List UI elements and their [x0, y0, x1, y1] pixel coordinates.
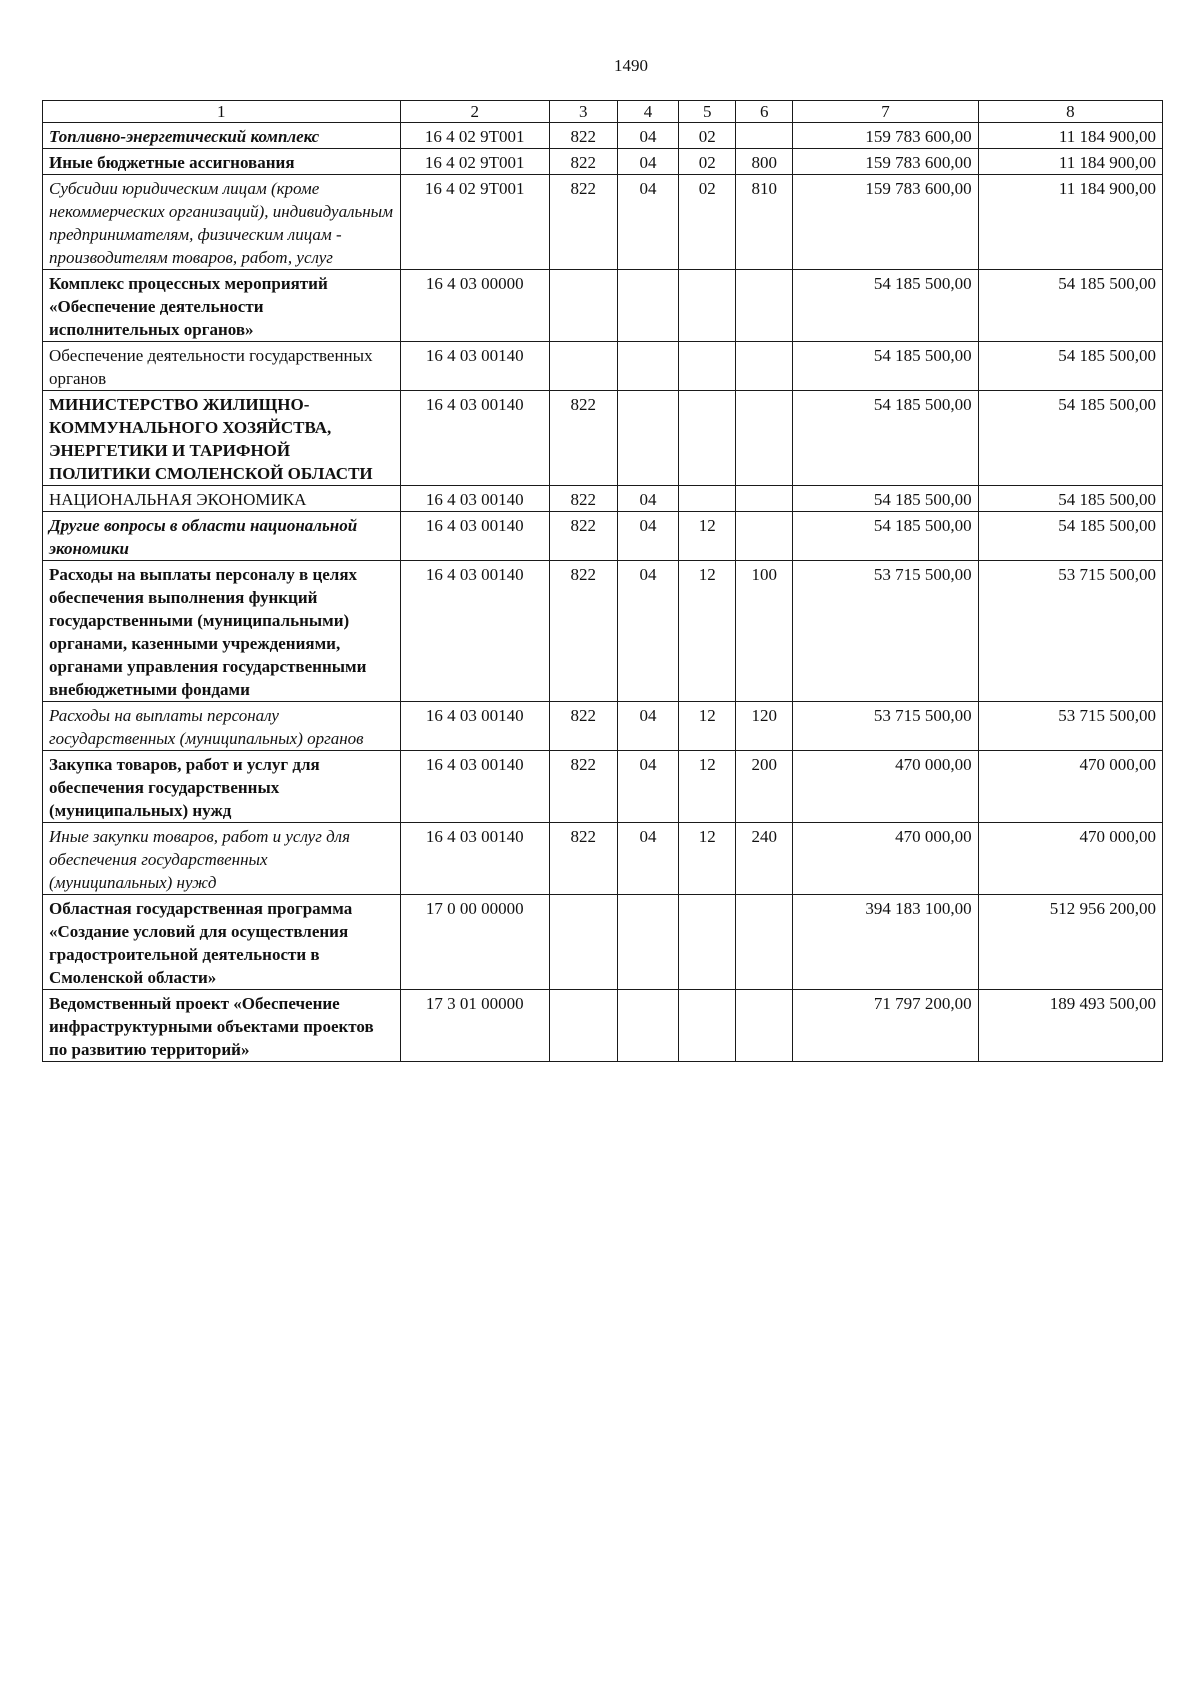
row-subsection — [679, 990, 736, 1062]
row-section: 04 — [617, 175, 678, 270]
row-amount-year-2: 470 000,00 — [978, 751, 1162, 823]
table-row — [43, 175, 1163, 270]
table-row — [43, 270, 1163, 342]
row-subsection — [679, 895, 736, 990]
row-amount-year-2: 470 000,00 — [978, 823, 1162, 895]
row-amount-year-1: 159 783 600,00 — [793, 149, 978, 175]
row-target-code: 16 4 03 00140 — [400, 702, 549, 751]
row-subsection — [679, 486, 736, 512]
row-name: Расходы на выплаты персоналу государственных (муниципальных) органов — [43, 702, 401, 751]
header-col-8: 8 — [978, 101, 1162, 123]
row-section — [617, 342, 678, 391]
row-name: Иные бюджетные ассигнования — [43, 149, 401, 175]
header-col-5: 5 — [679, 101, 736, 123]
row-ministry-code: 822 — [549, 823, 617, 895]
row-target-code: 16 4 03 00000 — [400, 270, 549, 342]
row-expense-type — [736, 391, 793, 486]
table-row — [43, 823, 1163, 895]
row-expense-type — [736, 123, 793, 149]
row-amount-year-1: 54 185 500,00 — [793, 270, 978, 342]
row-subsection: 12 — [679, 512, 736, 561]
row-target-code: 16 4 02 9Т001 — [400, 149, 549, 175]
table-row — [43, 895, 1163, 990]
row-section: 04 — [617, 751, 678, 823]
row-name: НАЦИОНАЛЬНАЯ ЭКОНОМИКА — [43, 486, 401, 512]
table-row — [43, 751, 1163, 823]
row-target-code: 17 3 01 00000 — [400, 990, 549, 1062]
page-number: 1490 — [614, 56, 648, 75]
header-row — [43, 101, 1163, 123]
row-name: Обеспечение деятельности государственных органов — [43, 342, 401, 391]
row-expense-type — [736, 270, 793, 342]
row-amount-year-1: 470 000,00 — [793, 823, 978, 895]
row-amount-year-1: 54 185 500,00 — [793, 342, 978, 391]
row-amount-year-2: 11 184 900,00 — [978, 175, 1162, 270]
row-expense-type: 120 — [736, 702, 793, 751]
table-row — [43, 342, 1163, 391]
table-row — [43, 702, 1163, 751]
table-row — [43, 123, 1163, 149]
row-expense-type — [736, 990, 793, 1062]
row-ministry-code — [549, 270, 617, 342]
row-expense-type: 810 — [736, 175, 793, 270]
row-ministry-code: 822 — [549, 751, 617, 823]
row-amount-year-2: 189 493 500,00 — [978, 990, 1162, 1062]
row-name: МИНИСТЕРСТВО ЖИЛИЩНО-КОММУНАЛЬНОГО ХОЗЯЙСТВА, ЭНЕРГЕТИКИ И ТАРИФНОЙ ПОЛИТИКИ СМОЛЕНСКОЙ ОБЛАСТИ — [43, 391, 401, 486]
row-expense-type — [736, 342, 793, 391]
row-ministry-code: 822 — [549, 175, 617, 270]
row-subsection: 12 — [679, 751, 736, 823]
row-name: Ведомственный проект «Обеспечение инфраструктурными объектами проектов по развитию территорий» — [43, 990, 401, 1062]
row-section — [617, 895, 678, 990]
header-col-1: 1 — [43, 101, 401, 123]
table-row — [43, 391, 1163, 486]
table-row — [43, 486, 1163, 512]
row-subsection: 12 — [679, 702, 736, 751]
row-amount-year-1: 54 185 500,00 — [793, 391, 978, 486]
row-amount-year-2: 54 185 500,00 — [978, 391, 1162, 486]
row-expense-type — [736, 486, 793, 512]
row-amount-year-2: 54 185 500,00 — [978, 512, 1162, 561]
row-expense-type: 100 — [736, 561, 793, 702]
row-target-code: 16 4 02 9Т001 — [400, 123, 549, 149]
row-name: Расходы на выплаты персоналу в целях обеспечения выполнения функций государственными (муниципальными) органами, казенными учреждениями, органами управления государственными внебюджетными фондами — [43, 561, 401, 702]
row-subsection: 12 — [679, 561, 736, 702]
row-name: Закупка товаров, работ и услуг для обеспечения государственных (муниципальных) нужд — [43, 751, 401, 823]
row-name: Комплекс процессных мероприятий «Обеспечение деятельности исполнительных органов» — [43, 270, 401, 342]
row-ministry-code: 822 — [549, 149, 617, 175]
table-body — [43, 123, 1163, 1062]
row-subsection: 12 — [679, 823, 736, 895]
row-section — [617, 391, 678, 486]
row-subsection: 02 — [679, 149, 736, 175]
row-ministry-code: 822 — [549, 561, 617, 702]
row-section: 04 — [617, 512, 678, 561]
header-col-3: 3 — [549, 101, 617, 123]
row-ministry-code: 822 — [549, 702, 617, 751]
row-name: Субсидии юридическим лицам (кроме некоммерческих организаций), индивидуальным предпринимателям, физическим лицам - производителям товаров, работ, услуг — [43, 175, 401, 270]
row-amount-year-1: 53 715 500,00 — [793, 702, 978, 751]
row-ministry-code — [549, 990, 617, 1062]
row-section: 04 — [617, 486, 678, 512]
row-amount-year-1: 159 783 600,00 — [793, 123, 978, 149]
row-ministry-code: 822 — [549, 512, 617, 561]
row-subsection — [679, 270, 736, 342]
row-target-code: 16 4 03 00140 — [400, 561, 549, 702]
row-target-code: 16 4 03 00140 — [400, 512, 549, 561]
row-section: 04 — [617, 702, 678, 751]
row-section: 04 — [617, 123, 678, 149]
row-amount-year-2: 11 184 900,00 — [978, 123, 1162, 149]
row-amount-year-2: 54 185 500,00 — [978, 342, 1162, 391]
row-amount-year-2: 53 715 500,00 — [978, 561, 1162, 702]
row-expense-type: 200 — [736, 751, 793, 823]
row-expense-type: 240 — [736, 823, 793, 895]
row-target-code: 16 4 03 00140 — [400, 751, 549, 823]
row-amount-year-2: 512 956 200,00 — [978, 895, 1162, 990]
row-name: Другие вопросы в области национальной экономики — [43, 512, 401, 561]
row-target-code: 16 4 03 00140 — [400, 391, 549, 486]
row-name: Иные закупки товаров, работ и услуг для обеспечения государственных (муниципальных) нужд — [43, 823, 401, 895]
table-row — [43, 561, 1163, 702]
table-row — [43, 512, 1163, 561]
row-target-code: 16 4 02 9Т001 — [400, 175, 549, 270]
row-amount-year-2: 54 185 500,00 — [978, 486, 1162, 512]
row-subsection: 02 — [679, 123, 736, 149]
row-amount-year-2: 53 715 500,00 — [978, 702, 1162, 751]
row-amount-year-1: 159 783 600,00 — [793, 175, 978, 270]
row-subsection — [679, 391, 736, 486]
row-target-code: 16 4 03 00140 — [400, 486, 549, 512]
header-col-6: 6 — [736, 101, 793, 123]
row-amount-year-2: 54 185 500,00 — [978, 270, 1162, 342]
row-amount-year-2: 11 184 900,00 — [978, 149, 1162, 175]
table-row — [43, 149, 1163, 175]
row-amount-year-1: 394 183 100,00 — [793, 895, 978, 990]
row-subsection: 02 — [679, 175, 736, 270]
row-name: Областная государственная программа «Создание условий для осуществления градостроительной деятельности в Смоленской области» — [43, 895, 401, 990]
row-amount-year-1: 54 185 500,00 — [793, 486, 978, 512]
table-header — [43, 101, 1163, 123]
row-target-code: 16 4 03 00140 — [400, 342, 549, 391]
row-amount-year-1: 54 185 500,00 — [793, 512, 978, 561]
row-amount-year-1: 71 797 200,00 — [793, 990, 978, 1062]
row-section: 04 — [617, 561, 678, 702]
budget-table — [42, 100, 1163, 1062]
row-section — [617, 270, 678, 342]
row-expense-type — [736, 512, 793, 561]
row-ministry-code — [549, 895, 617, 990]
row-name: Топливно-энергетический комплекс — [43, 123, 401, 149]
table-row — [43, 990, 1163, 1062]
row-ministry-code: 822 — [549, 391, 617, 486]
row-ministry-code: 822 — [549, 123, 617, 149]
header-col-2: 2 — [400, 101, 549, 123]
row-section: 04 — [617, 823, 678, 895]
row-expense-type: 800 — [736, 149, 793, 175]
row-target-code: 17 0 00 00000 — [400, 895, 549, 990]
row-ministry-code — [549, 342, 617, 391]
header-col-4: 4 — [617, 101, 678, 123]
row-target-code: 16 4 03 00140 — [400, 823, 549, 895]
header-col-7: 7 — [793, 101, 978, 123]
row-amount-year-1: 53 715 500,00 — [793, 561, 978, 702]
row-section — [617, 990, 678, 1062]
row-ministry-code: 822 — [549, 486, 617, 512]
row-subsection — [679, 342, 736, 391]
row-section: 04 — [617, 149, 678, 175]
row-expense-type — [736, 895, 793, 990]
row-amount-year-1: 470 000,00 — [793, 751, 978, 823]
